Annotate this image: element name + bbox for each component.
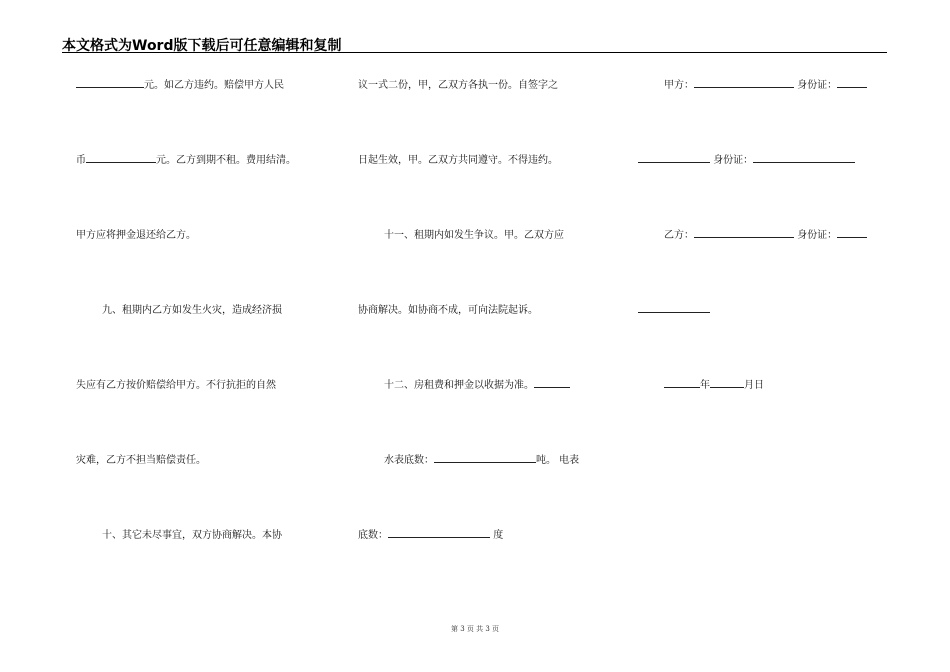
blank-line bbox=[534, 376, 570, 388]
text: 元。乙方到期不租。费用结清。 bbox=[156, 155, 296, 166]
column-3 bbox=[638, 76, 888, 451]
blank-line bbox=[837, 76, 867, 88]
text: 乙方： bbox=[664, 230, 694, 241]
blank-line bbox=[76, 76, 144, 88]
text-line bbox=[358, 376, 603, 451]
text: 元。如乙方违约。赔偿甲方人民 bbox=[144, 80, 284, 91]
text: 甲方： bbox=[664, 80, 694, 91]
text: 年 bbox=[700, 380, 710, 391]
text-line bbox=[76, 151, 321, 226]
text-line: 十一、租期内如发生争议。甲。乙双方应 bbox=[384, 230, 564, 241]
signature-line-party-a bbox=[638, 76, 888, 151]
blank-line bbox=[837, 226, 867, 238]
text-line: 九、租期内乙方如发生火灾，造成经济损 bbox=[102, 305, 282, 316]
blank-line bbox=[664, 376, 700, 388]
id-line bbox=[638, 151, 888, 226]
column-2 bbox=[358, 76, 603, 601]
text-line: 甲方应将押金退还给乙方。 bbox=[76, 230, 196, 241]
text: 身份证： bbox=[797, 80, 838, 91]
text: 身份证： bbox=[797, 230, 838, 241]
text-line: 灾难，乙方不担当赔偿责任。 bbox=[76, 455, 206, 466]
header-rule bbox=[62, 52, 887, 53]
text: 度 bbox=[493, 530, 504, 541]
blank-only-line bbox=[638, 301, 888, 376]
text-line bbox=[76, 76, 321, 151]
page-number: 第 3 页 共 3 页 bbox=[450, 625, 500, 633]
blank-line bbox=[638, 301, 710, 313]
text-line: 十、其它未尽事宜，双方协商解决。本协 bbox=[102, 530, 282, 541]
blank-line bbox=[638, 151, 710, 163]
text-line: 议一式二份，甲，乙双方各执一份。自签字之 bbox=[358, 80, 558, 91]
blank-line bbox=[694, 76, 794, 88]
signature-line-party-b bbox=[638, 226, 888, 301]
column-1 bbox=[76, 76, 321, 601]
text: 十二、房租费和押金以收据为准。 bbox=[384, 380, 534, 391]
text-line: 日起生效，甲。乙双方共同遵守。不得违约。 bbox=[358, 155, 558, 166]
text-line: 失应有乙方按价赔偿给甲方。不行抗拒的自然 bbox=[76, 380, 276, 391]
date-line bbox=[638, 376, 888, 451]
text: 身份证： bbox=[713, 155, 754, 166]
blank-line bbox=[694, 226, 794, 238]
text-line bbox=[358, 526, 603, 601]
text: 水表底数： bbox=[384, 455, 434, 466]
blank-line bbox=[434, 451, 536, 463]
text: 币 bbox=[76, 155, 86, 166]
text-line bbox=[358, 451, 603, 526]
blank-line bbox=[388, 526, 490, 538]
text: 月日 bbox=[744, 380, 764, 391]
blank-line bbox=[710, 376, 744, 388]
text: 底数： bbox=[358, 530, 388, 541]
text: 吨。 电表 bbox=[536, 455, 580, 466]
document-header-title: 本文格式为Word版下载后可任意编辑和复制 bbox=[62, 38, 342, 54]
blank-line bbox=[753, 151, 855, 163]
text-line: 协商解决。如协商不成，可向法院起诉。 bbox=[358, 305, 538, 316]
blank-line bbox=[86, 151, 156, 163]
